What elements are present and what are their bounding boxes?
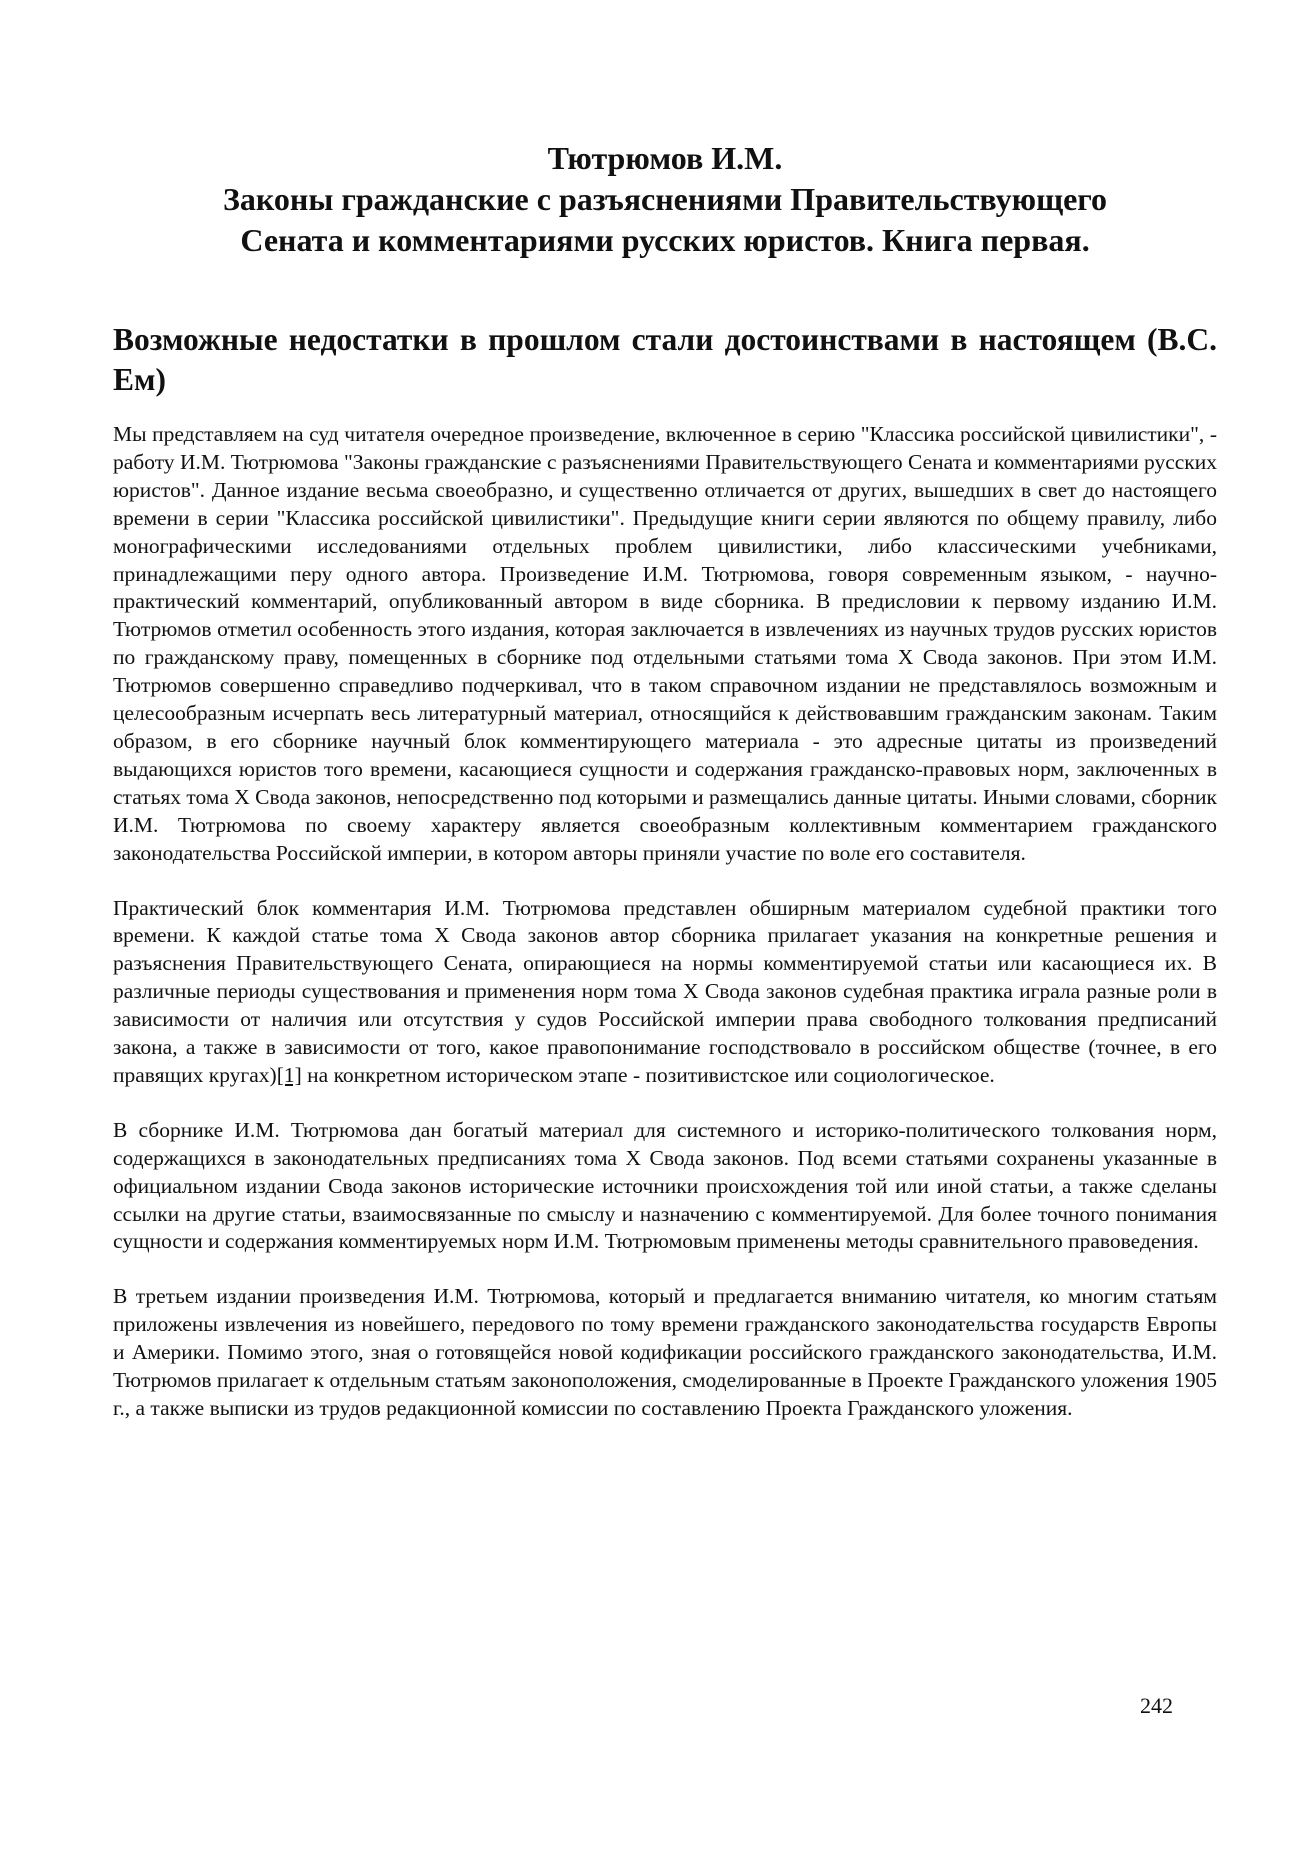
document-page [113,0,1217,1423]
paragraph: Мы представляем на суд читателя очередное произведение, включенное в серию "Классика российской цивилистики", - работу И.М. Тютрюмова "Законы гражданские с разъяснениями Правительствующего Сената и комментариями русских юристов". Данное издание весьма своеобразно, и существенно отличается от других, вышедших в свет до настоящего времени в серии "Классика российской цивилистики". Предыдущие книги серии являются по общему правилу, либо монографическими исследованиями отдельных проблем цивилистики, либо классическими учебниками, принадлежащими перу одного автора. Произведение И.М. Тютрюмова, говоря современным языком, - научно-практический комментарий, опубликованный автором в виде сборника. В предисловии к первому изданию И.М. Тютрюмов отметил особенность этого издания, которая заключается в извлечениях из научных трудов русских юристов по гражданскому праву, помещенных в сборнике под отдельными статьями тома X Свода законов. При этом И.М. Тютрюмов совершенно справедливо подчеркивал, что в таком справочном издании не представлялось возможным и целесообразным исчерпать весь литературный материал, относящийся к действовавшим гражданским законам. Таким образом, в его сборнике научный блок комментирующего материала - это адресные цитаты из произведений выдающихся юристов того времени, касающиеся сущности и содержания гражданско-правовых норм, заключенных в статьях тома X Свода законов, непосредственно под которыми и размещались данные цитаты. Иными словами, сборник И.М. Тютрюмова по своему характеру является своеобразным коллективным комментарием гражданского законодательства Российской империи, в котором авторы приняли участие по воле его составителя. [113,422,1217,865]
book-title-line: Законы гражданские с разъяснениями Правительствующего [222,181,1108,217]
paragraph-text: на конкретном историческом этапе - позитивистское или социологическое. [301,1062,995,1087]
book-author: Тютрюмов И.М. [547,140,783,176]
paragraph-text: Практический блок комментария И.М. Тютрюмова представлен обширным материалом судебной практики того времени. К каждой статье тома X Свода законов автор сборника прилагает указания на конкретные решения и разъяснения Правительствующего Сената, опирающиеся на нормы комментируемой статьи или касающиеся их. В различные периоды существования и применения норм тома X Свода законов судебная практика играла разные роли в зависимости от наличия или отсутствия у судов Российской империи права свободного толкования предписаний закона, а также в зависимости от того, какое правопонимание господствовало в российском обществе (точнее, в его правящих кругах) [113,895,1217,1087]
paragraph: В третьем издании произведения И.М. Тютрюмова, который и предлагается вниманию читателя, ко многим статьям приложены извлечения из новейшего, передового по тому времени гражданского законодательства государств Европы и Америки. Помимо этого, зная о готовящейся новой кодификации российского гражданского законодательства, И.М. Тютрюмов прилагает к отдельным статьям законоположения, смоделированные в Проекте Гражданского уложения 1905 г., а также выписки из трудов редакционной комиссии по составлению Проекта Гражданского уложения. [113,1284,1217,1420]
book-title [113,138,1217,261]
paragraph [113,895,1217,1090]
book-title-line: Сената и комментариями русских юристов. Книга первая. [240,222,1090,258]
paragraph: В сборнике И.М. Тютрюмова дан богатый материал для системного и историко-политического толкования норм, содержащихся в законодательных предписаниях тома X Свода законов. Под всеми статьями сохранены указанные в официальном издании Свода законов исторические источники происхождения той или иной статьи, а также сделаны ссылки на другие статьи, взаимосвязанные по смыслу и назначению с комментируемой. Для более точного понимания сущности и содержания комментируемых норм И.М. Тютрюмовым применены методы сравнительного правоведения. [113,1117,1217,1254]
footnote-link[interactable]: [1] [276,1062,302,1087]
section-heading: Возможные недостатки в прошлом стали достоинствами в настоящем (В.С. Ем) [113,322,1217,397]
page-number: 242 [1140,1693,1173,1718]
